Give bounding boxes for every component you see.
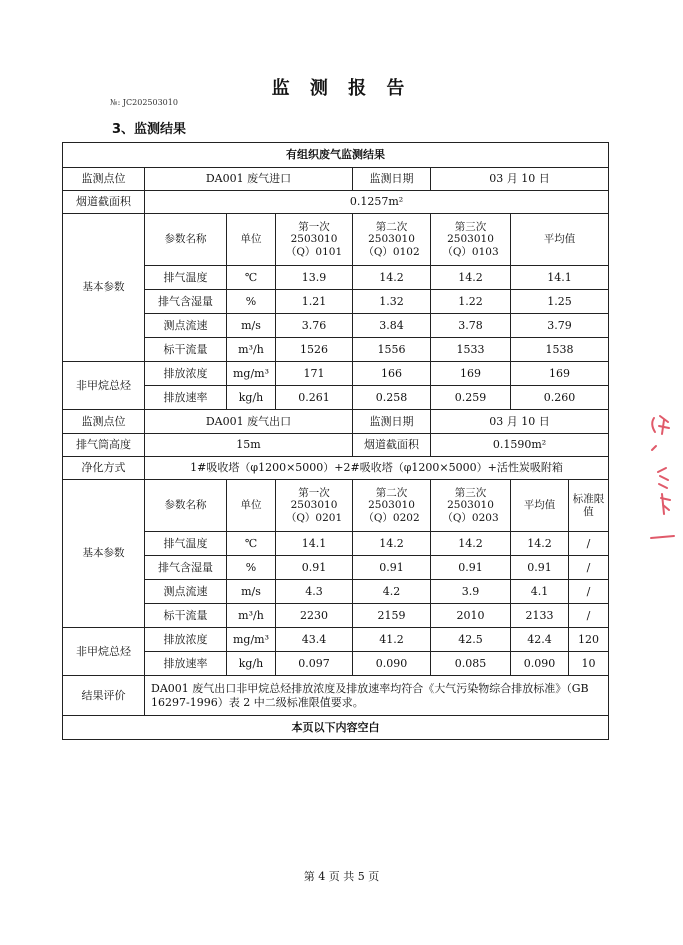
value-1: 0.91	[276, 556, 353, 580]
param-name: 标干流量	[145, 338, 227, 362]
label-area: 烟道截面积	[353, 434, 431, 457]
section-title: 3、监测结果	[112, 122, 187, 137]
label-area: 烟道截面积	[63, 191, 145, 214]
value-1: 3.76	[276, 314, 353, 338]
header-sample-3: 第三次 2503010 （Q）0203	[431, 480, 511, 532]
value-2: 0.258	[353, 386, 431, 410]
outlet-date: 03 月 10 日	[431, 410, 609, 434]
value-1: 171	[276, 362, 353, 386]
value-3: 0.085	[431, 652, 511, 676]
inlet-date: 03 月 10 日	[431, 168, 609, 191]
label-purification: 净化方式	[63, 457, 145, 480]
label-date: 监测日期	[353, 168, 431, 191]
header-average: 平均值	[511, 214, 609, 266]
table-row	[63, 532, 609, 556]
param-name: 排气含湿量	[145, 290, 227, 314]
header-standard: 标准限值	[569, 480, 609, 532]
value-standard: 10	[569, 652, 609, 676]
param-unit: m³/h	[227, 604, 276, 628]
value-1: 13.9	[276, 266, 353, 290]
table-row	[63, 652, 609, 676]
label-base-params: 基本参数	[63, 214, 145, 362]
param-name: 标干流量	[145, 604, 227, 628]
value-2: 166	[353, 362, 431, 386]
value-1: 43.4	[276, 628, 353, 652]
value-average: 169	[511, 362, 609, 386]
monitoring-results-table	[62, 142, 609, 740]
param-name: 排气含湿量	[145, 556, 227, 580]
value-2: 1556	[353, 338, 431, 362]
value-average: 0.090	[511, 652, 569, 676]
value-3: 2010	[431, 604, 511, 628]
param-unit: ℃	[227, 532, 276, 556]
value-average: 14.2	[511, 532, 569, 556]
label-evaluation: 结果评价	[63, 676, 145, 716]
value-average: 42.4	[511, 628, 569, 652]
param-unit: ℃	[227, 266, 276, 290]
value-average: 14.1	[511, 266, 609, 290]
value-standard: /	[569, 532, 609, 556]
param-unit: kg/h	[227, 652, 276, 676]
label-stack-height: 排气筒高度	[63, 434, 145, 457]
param-name: 排气温度	[145, 266, 227, 290]
value-standard: /	[569, 580, 609, 604]
table-row	[63, 628, 609, 652]
value-average: 3.79	[511, 314, 609, 338]
table-row	[63, 362, 609, 386]
value-1: 0.261	[276, 386, 353, 410]
value-3: 1.22	[431, 290, 511, 314]
value-3: 3.9	[431, 580, 511, 604]
param-unit: mg/m³	[227, 362, 276, 386]
value-average: 4.1	[511, 580, 569, 604]
header-average: 平均值	[511, 480, 569, 532]
value-1: 1.21	[276, 290, 353, 314]
table-row	[63, 604, 609, 628]
param-name: 测点流速	[145, 580, 227, 604]
param-unit: m/s	[227, 580, 276, 604]
value-average: 1538	[511, 338, 609, 362]
value-1: 14.1	[276, 532, 353, 556]
value-3: 14.2	[431, 266, 511, 290]
table-row	[63, 266, 609, 290]
value-standard: /	[569, 556, 609, 580]
param-name: 排放浓度	[145, 628, 227, 652]
param-name: 排气温度	[145, 532, 227, 556]
value-2: 14.2	[353, 532, 431, 556]
value-1: 0.097	[276, 652, 353, 676]
value-2: 4.2	[353, 580, 431, 604]
param-unit: m/s	[227, 314, 276, 338]
value-3: 1533	[431, 338, 511, 362]
table-row	[63, 338, 609, 362]
header-sample-2: 第二次 2503010 （Q）0202	[353, 480, 431, 532]
report-number: №: JC202503010	[110, 98, 178, 107]
header-param-name: 参数名称	[145, 480, 227, 532]
label-point: 监测点位	[63, 168, 145, 191]
param-unit: %	[227, 556, 276, 580]
inlet-area: 0.1257m²	[145, 191, 609, 214]
value-3: 14.2	[431, 532, 511, 556]
table-row	[63, 386, 609, 410]
header-unit: 单位	[227, 214, 276, 266]
param-name: 测点流速	[145, 314, 227, 338]
header-param-name: 参数名称	[145, 214, 227, 266]
header-sample-3: 第三次 2503010 （Q）0103	[431, 214, 511, 266]
param-unit: %	[227, 290, 276, 314]
header-unit: 单位	[227, 480, 276, 532]
value-3: 0.91	[431, 556, 511, 580]
label-nmhc: 非甲烷总烃	[63, 362, 145, 410]
header-sample-2: 第二次 2503010 （Q）0102	[353, 214, 431, 266]
value-3: 42.5	[431, 628, 511, 652]
label-point: 监测点位	[63, 410, 145, 434]
value-2: 3.84	[353, 314, 431, 338]
value-2: 2159	[353, 604, 431, 628]
value-average: 0.260	[511, 386, 609, 410]
outlet-stack-height: 15m	[145, 434, 353, 457]
value-3: 169	[431, 362, 511, 386]
value-3: 3.78	[431, 314, 511, 338]
param-name: 排放速率	[145, 652, 227, 676]
page-footer: 第 4 页 共 5 页	[303, 870, 380, 883]
value-2: 41.2	[353, 628, 431, 652]
label-nmhc: 非甲烷总烃	[63, 628, 145, 676]
header-sample-1: 第一次 2503010 （Q）0101	[276, 214, 353, 266]
page-title: 监 测 报 告	[271, 78, 412, 99]
table-row	[63, 290, 609, 314]
param-unit: mg/m³	[227, 628, 276, 652]
value-2: 0.090	[353, 652, 431, 676]
table-row	[63, 556, 609, 580]
value-average: 0.91	[511, 556, 569, 580]
value-average: 1.25	[511, 290, 609, 314]
param-unit: m³/h	[227, 338, 276, 362]
param-name: 排放浓度	[145, 362, 227, 386]
value-2: 14.2	[353, 266, 431, 290]
value-standard: /	[569, 604, 609, 628]
table-caption: 有组织废气监测结果	[63, 143, 609, 168]
label-date: 监测日期	[353, 410, 431, 434]
value-average: 2133	[511, 604, 569, 628]
table-row	[63, 314, 609, 338]
outlet-purification: 1#吸收塔（φ1200×5000）+2#吸收塔（φ1200×5000）+活性炭吸附箱	[145, 457, 609, 480]
seal-stamp-icon	[646, 410, 676, 550]
value-standard: 120	[569, 628, 609, 652]
param-name: 排放速率	[145, 386, 227, 410]
evaluation-text: DA001 废气出口非甲烷总烃排放浓度及排放速率均符合《大气污染物综合排放标准》（GB 16297-1996）表 2 中二级标准限值要求。	[145, 676, 609, 716]
outlet-point: DA001 废气出口	[145, 410, 353, 434]
value-1: 1526	[276, 338, 353, 362]
table-row	[63, 580, 609, 604]
value-2: 0.91	[353, 556, 431, 580]
value-3: 0.259	[431, 386, 511, 410]
blank-note: 本页以下内容空白	[63, 716, 609, 740]
outlet-area: 0.1590m²	[431, 434, 609, 457]
header-sample-1: 第一次 2503010 （Q）0201	[276, 480, 353, 532]
value-2: 1.32	[353, 290, 431, 314]
label-base-params: 基本参数	[63, 480, 145, 628]
value-1: 4.3	[276, 580, 353, 604]
param-unit: kg/h	[227, 386, 276, 410]
inlet-point: DA001 废气进口	[145, 168, 353, 191]
value-1: 2230	[276, 604, 353, 628]
